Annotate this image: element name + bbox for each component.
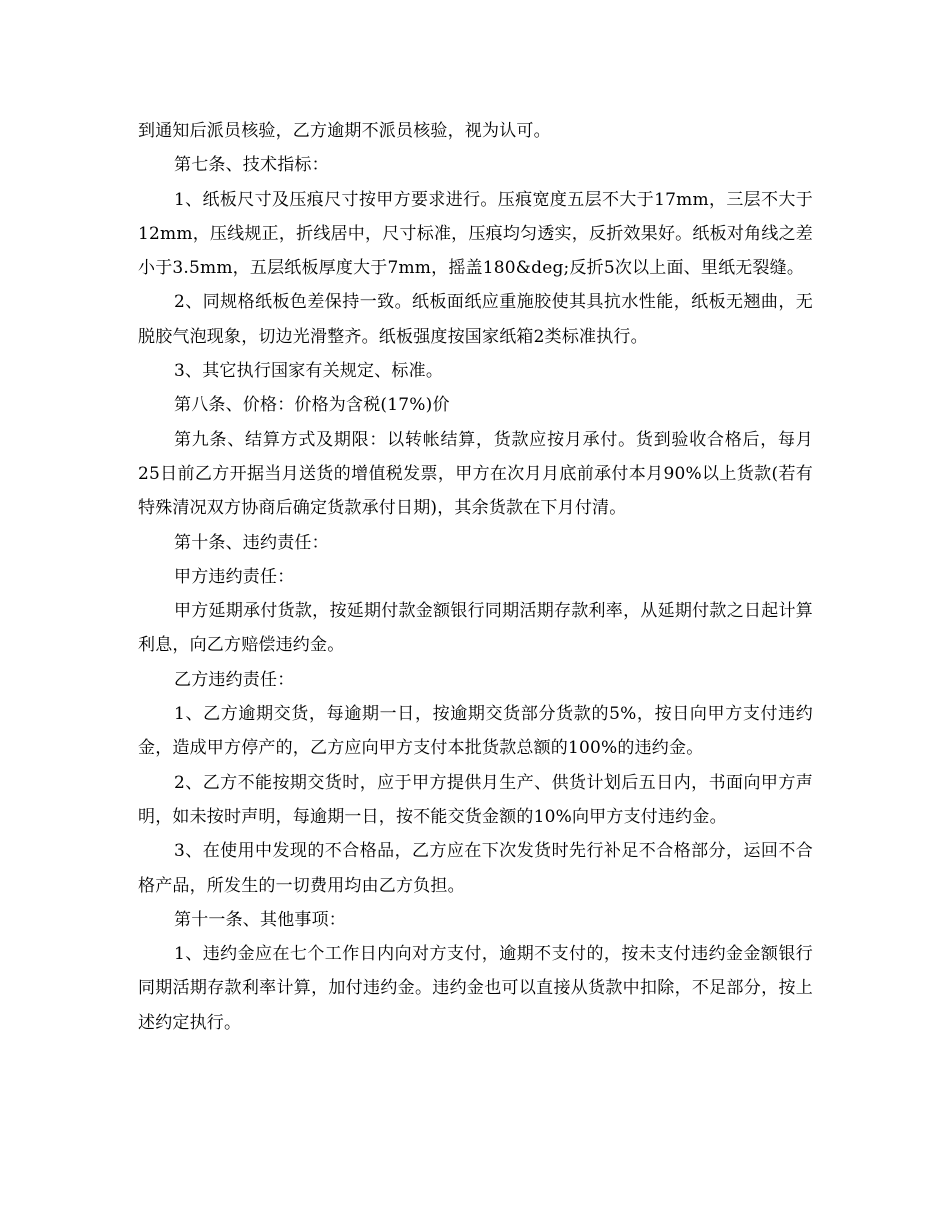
article-7-item-1: 1、纸板尺寸及压痕尺寸按甲方要求进行。压痕宽度五层不大于17mm，三层不大于12mm，压线规正，折线居中，尺寸标准，压痕均匀透实，反折效果好。纸板对角线之差小于3.5mm，五层纸板厚度大于7mm，摇盖180&deg;反折5次以上面、里纸无裂缝。	[138, 189, 813, 279]
article-11-item-1: 1、违约金应在七个工作日内向对方支付，逾期不支付的，按未支付违约金金额银行同期活期存款利率计算，加付违约金。违约金也可以直接从货款中扣除，不足部分，按上述约定执行。	[138, 944, 813, 1033]
article-7-item-3: 3、其它执行国家有关规定、标准。	[174, 361, 444, 382]
party-a-liability-heading: 甲方违约责任：	[174, 566, 295, 587]
article-9-settlement: 第九条、结算方式及期限：以转帐结算，货款应按月承付。货到验收合格后，每月25日前乙方开据当月送货的增值税发票，甲方在次月月底前承付本月90%以上货款(若有特殊清况双方协商后确定货款承付日期)，其余货款在下月付清。	[138, 429, 813, 519]
document-body	[138, 114, 813, 1040]
party-b-liability-item-3: 3、在使用中发现的不合格品，乙方应在下次发货时先行补足不合格部分，运回不合格产品，所发生的一切费用均由乙方负担。	[138, 841, 813, 896]
paragraph-continuation: 到通知后派员核验，乙方逾期不派员核验，视为认可。	[138, 121, 551, 141]
party-a-liability-text: 甲方延期承付货款，按延期付款金额银行同期活期存款利率，从延期付款之日起计算利息，向乙方赔偿违约金。	[138, 601, 813, 656]
article-7-item-2: 2、同规格纸板色差保持一致。纸板面纸应重施胶使其具抗水性能，纸板无翘曲，无脱胶气泡现象，切边光滑整齐。纸板强度按国家纸箱2类标准执行。	[138, 292, 813, 347]
article-11-heading: 第十一条、其他事项：	[174, 909, 346, 930]
article-7-heading: 第七条、技术指标：	[174, 155, 329, 176]
party-b-liability-item-2: 2、乙方不能按期交货时，应于甲方提供月生产、供货计划后五日内，书面向甲方声明，如未按时声明，每逾期一日，按不能交货金额的10%向甲方支付违约金。	[138, 772, 813, 827]
party-b-liability-heading: 乙方违约责任：	[174, 669, 295, 690]
party-b-liability-item-1: 1、乙方逾期交货，每逾期一日，按逾期交货部分货款的5%，按日向甲方支付违约金，造成甲方停产的，乙方应向甲方支付本批货款总额的100%的违约金。	[138, 704, 813, 759]
article-8-price: 第八条、价格：价格为含税(17%)价	[174, 395, 450, 416]
article-10-heading: 第十条、违约责任：	[174, 532, 329, 553]
